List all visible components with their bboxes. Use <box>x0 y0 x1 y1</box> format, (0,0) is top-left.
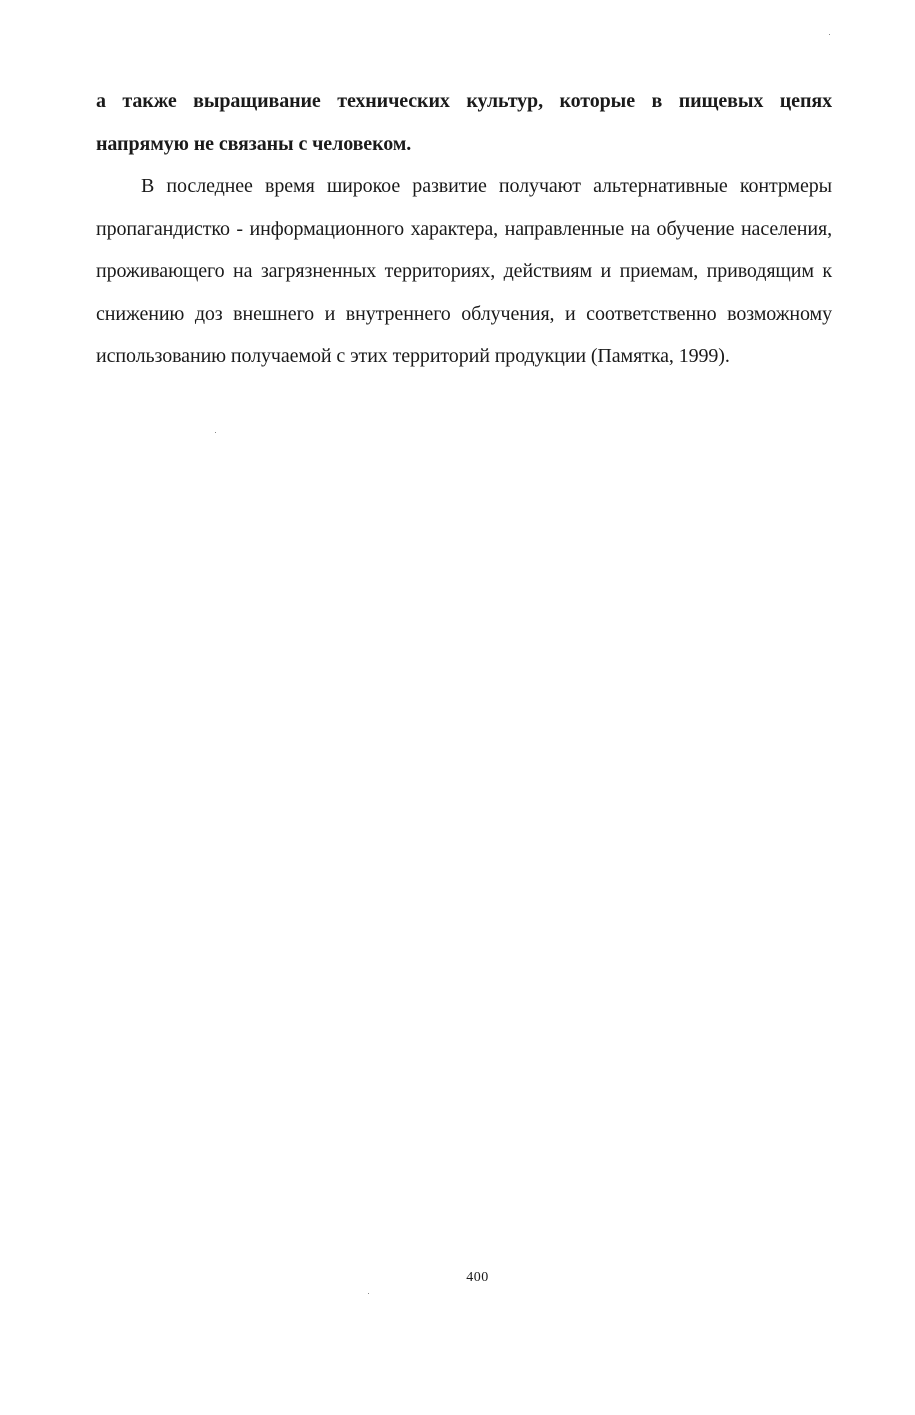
scan-speck <box>368 1293 369 1294</box>
page-number: 400 <box>466 1270 489 1285</box>
paragraph-continuation: а также выращивание технических культур, которые в пищевых цепях напрямую не связаны с человеком. <box>96 90 832 155</box>
scan-speck <box>829 34 830 35</box>
scan-speck <box>215 432 216 433</box>
body-text <box>96 80 832 378</box>
paragraph-countermeasures: В последнее время широкое развитие получают альтернативные контрмеры пропагандистко - информационного характера, направленные на обучение населения, проживающего на загрязненных территориях, действиям и приемам, приводящим к снижению доз внешнего и внутреннего облучения, и соответственно возможному использованию получаемой с этих территорий продукции (Памятка, 1999). <box>96 175 832 367</box>
